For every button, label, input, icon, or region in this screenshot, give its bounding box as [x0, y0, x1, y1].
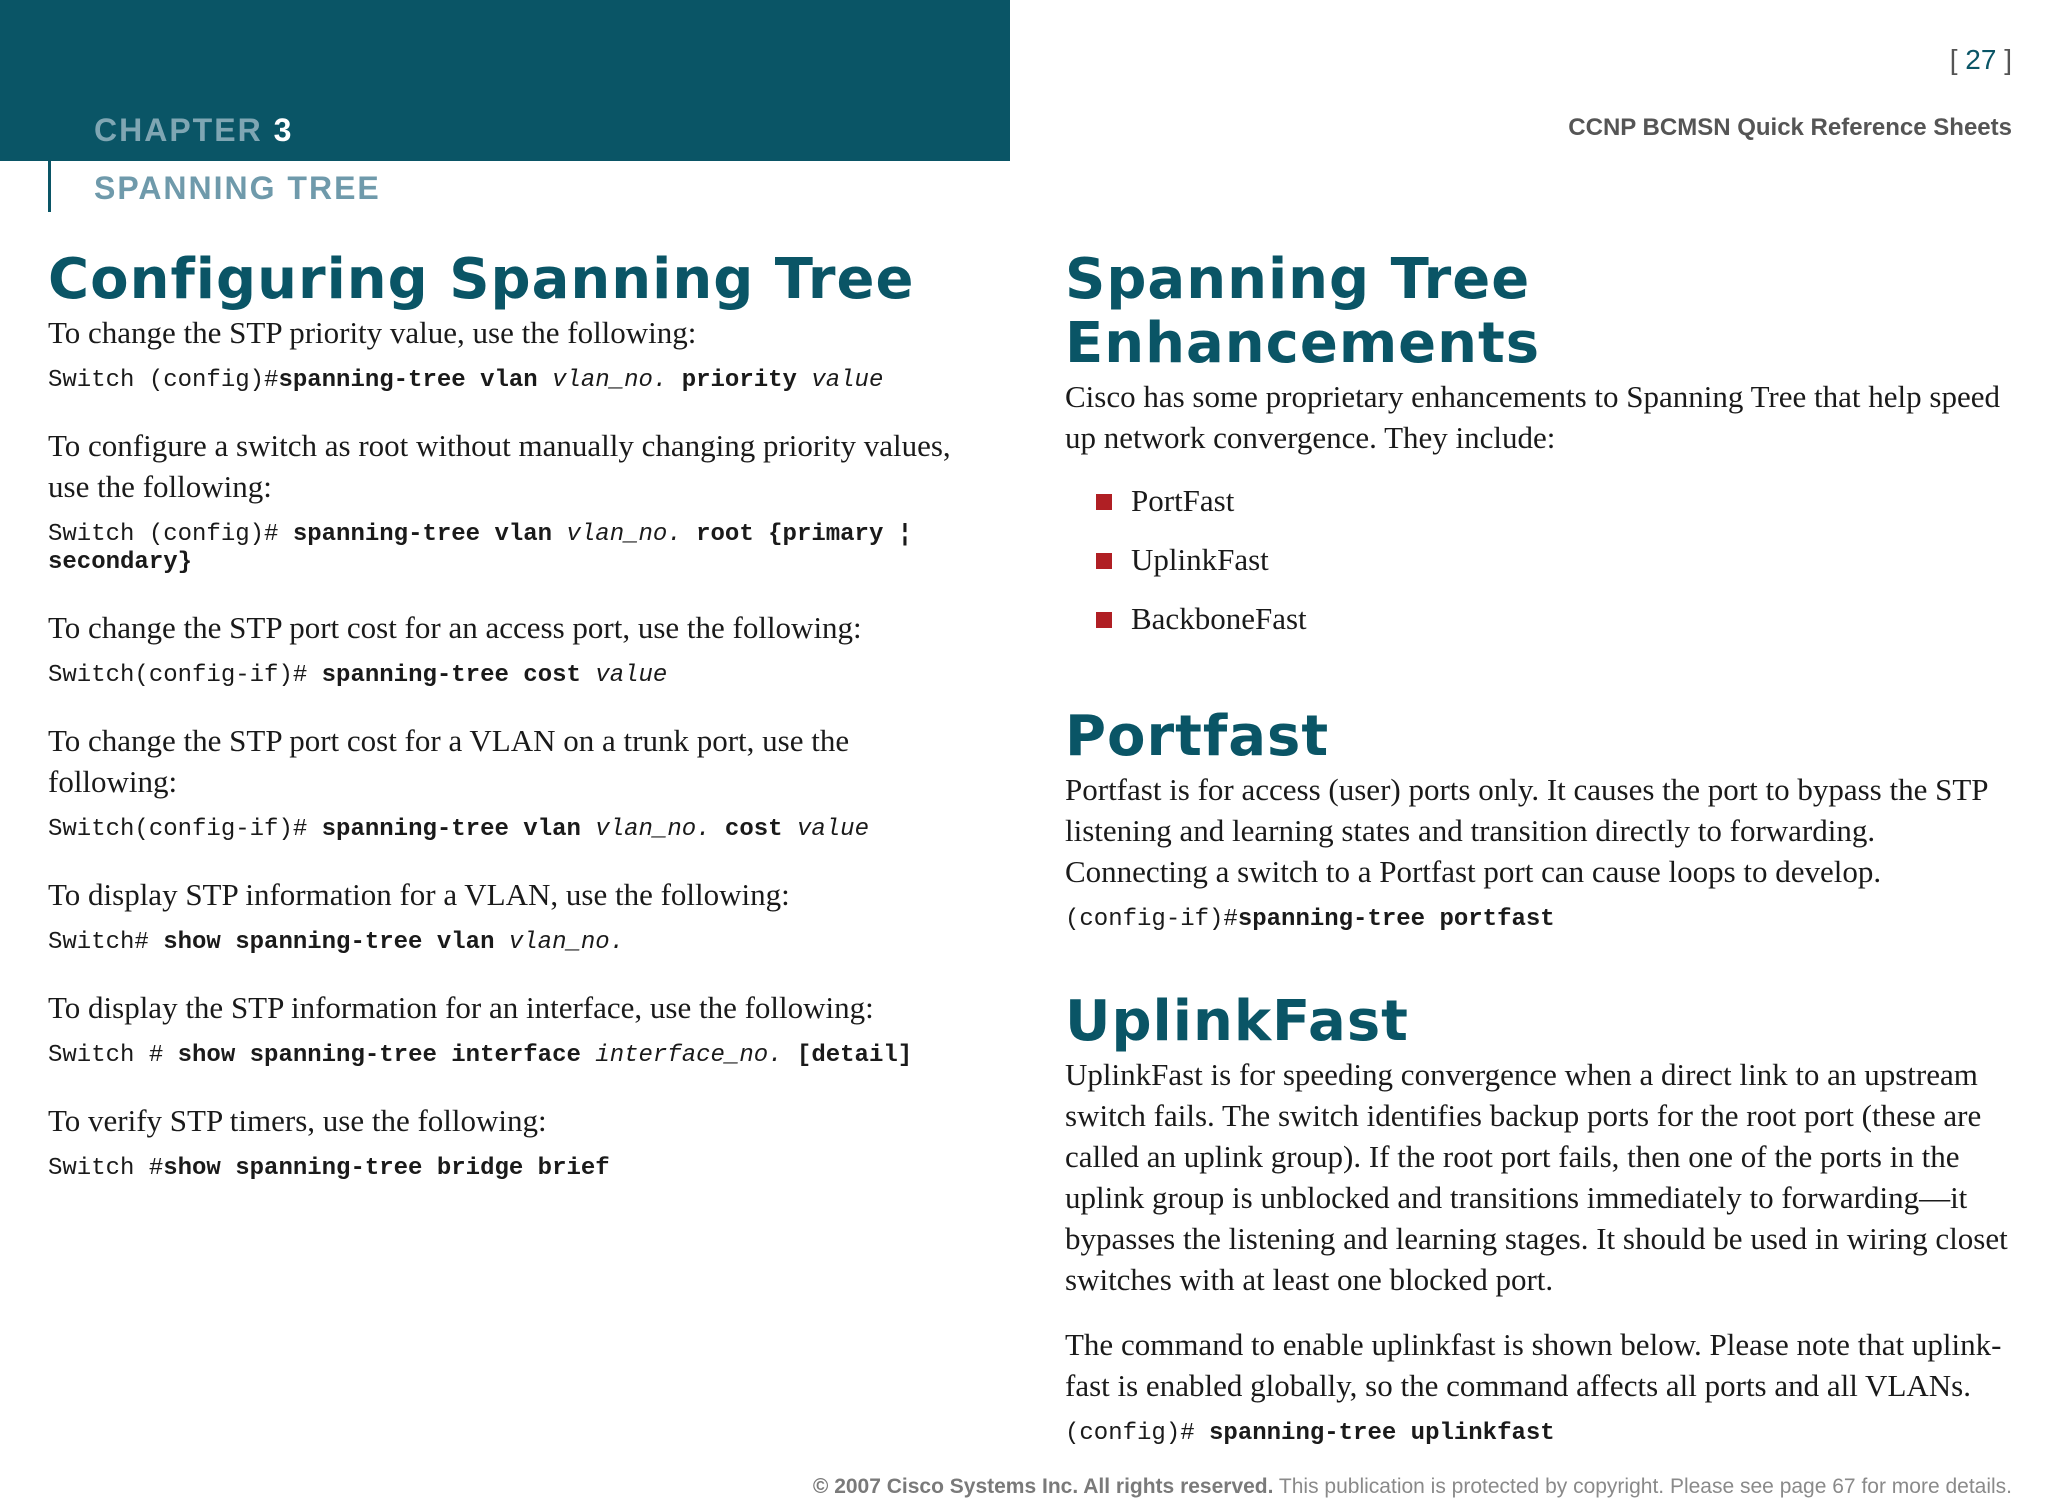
command-uplinkfast: (config)# spanning-tree uplinkfast — [1065, 1420, 1555, 1447]
heading-enhancements: Spanning Tree Enhancements — [1065, 247, 1541, 376]
page-number — [1950, 44, 2012, 76]
chapter-word: CHAPTER — [94, 112, 263, 148]
list-item: PortFast — [1065, 480, 2025, 521]
right-column — [1065, 248, 2025, 1448]
paragraph-uplinkfast-command: The command to enable uplinkfast is shown below. Please note that uplink-fast is enabled globally, so the command affects all ports and all VLANs. — [1065, 1327, 2002, 1403]
paragraph-enhancements-intro: Cisco has some proprietary enhancements to Spanning Tree that help speed up network convergence. They include: — [1065, 379, 2000, 455]
paragraph-display-vlan: To display STP information for a VLAN, use the following: — [48, 877, 790, 912]
paragraph-timers: To verify STP timers, use the following: — [48, 1103, 547, 1138]
command-display-interface: Switch # show spanning-tree interface interface_no. [detail] — [48, 1042, 913, 1069]
command-trunk-cost: Switch(config-if)# spanning-tree vlan vlan_no. cost value — [48, 816, 869, 843]
list-item: BackboneFast — [1065, 598, 2025, 639]
paragraph-trunk-cost: To change the STP port cost for a VLAN on a trunk port, use the following: — [48, 723, 850, 799]
footer-copyright-holder: © 2007 Cisco Systems Inc. All rights reserved. — [812, 1475, 1274, 1498]
command-priority: Switch (config)#spanning-tree vlan vlan_no. priority value — [48, 367, 884, 394]
command-timers: Switch #show spanning-tree bridge brief — [48, 1155, 610, 1182]
command-root: Switch (config)# spanning-tree vlan vlan_no. root {primary ¦ secondary} — [48, 521, 927, 576]
bullet-square-icon — [1096, 494, 1112, 510]
left-column — [48, 248, 978, 1183]
heading-uplinkfast: UplinkFast — [1065, 989, 1409, 1054]
heading-configuring-spanning-tree: Configuring Spanning Tree — [48, 247, 915, 312]
bullet-square-icon — [1096, 553, 1112, 569]
book-title: CCNP BCMSN Quick Reference Sheets — [1568, 114, 2012, 141]
paragraph-display-interface: To display the STP information for an interface, use the following: — [48, 990, 874, 1025]
chapter-label — [94, 112, 293, 149]
command-access-cost: Switch(config-if)# spanning-tree cost value — [48, 662, 668, 689]
paragraph-priority: To change the STP priority value, use the following: — [48, 315, 697, 350]
command-portfast: (config-if)#spanning-tree portfast — [1065, 906, 1555, 933]
paragraph-root: To configure a switch as root without manually changing priority values, use the following: — [48, 428, 951, 504]
footer-notice: This publication is protected by copyright. Please see page 67 for more details. — [1273, 1475, 2012, 1498]
paragraph-portfast: Portfast is for access (user) ports only. It causes the port to bypass the STP listening and learning states and transition directly to forwarding. Connecting a switch to a Portfast port can cause loops to develop. — [1065, 772, 1988, 889]
paragraph-uplinkfast: UplinkFast is for speeding convergence when a direct link to an upstream switch fails. The switch identifies backup ports for the root port (these are called an uplink group). If the root port fails, then one of the ports in the uplink group is unblocked and transitions immediately to forwarding—it bypasses the listening and learning stages. It should be used in wiring closet switches with at least one blocked port. — [1065, 1057, 2008, 1297]
enhancement-list — [1065, 480, 2025, 639]
page-number-value: 27 — [1965, 44, 1997, 75]
paragraph-access-cost: To change the STP port cost for an access port, use the following: — [48, 610, 862, 645]
list-item: UplinkFast — [1065, 539, 2025, 580]
chapter-number: 3 — [273, 112, 294, 148]
section-name: SPANNING TREE — [94, 170, 381, 206]
footer-copyright — [813, 1475, 2012, 1511]
page-bracket-close: ] — [2004, 44, 2012, 75]
page-bracket-open: [ — [1949, 44, 1958, 75]
bullet-square-icon — [1096, 612, 1112, 628]
command-display-vlan: Switch# show spanning-tree vlan vlan_no. — [48, 929, 625, 956]
header-rule — [48, 0, 51, 212]
heading-portfast: Portfast — [1065, 704, 1330, 769]
